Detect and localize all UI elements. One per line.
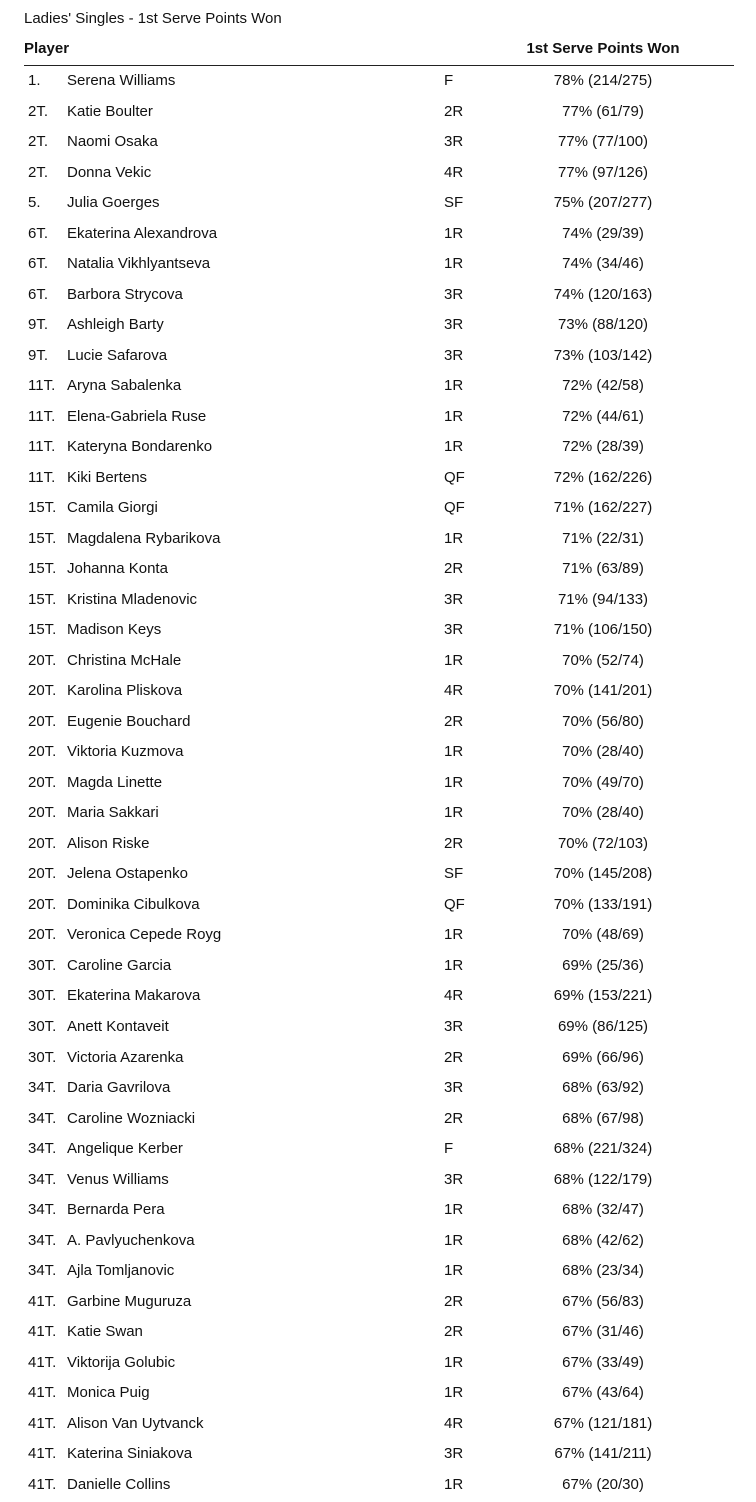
table-row (24, 861, 734, 892)
player-name-cell: Veronica Cepede Royg (67, 926, 222, 944)
first-serve-stat-cell: 68% (32/47) (562, 1201, 644, 1219)
player-name-cell: Danielle Collins (67, 1475, 171, 1493)
player-name-cell: Eugenie Bouchard (67, 712, 191, 730)
first-serve-stat-cell: 74% (34/46) (562, 255, 644, 273)
rank-cell: 9T. (28, 316, 49, 334)
player-name-cell: Donna Vekic (67, 163, 152, 181)
first-serve-stat-cell: 67% (20/30) (562, 1475, 644, 1493)
round-cell: QF (444, 468, 465, 486)
table-row (24, 648, 734, 679)
round-cell: 3R (444, 285, 464, 303)
first-serve-stat-cell: 77% (77/100) (557, 133, 649, 151)
round-cell: 1R (444, 651, 464, 669)
rank-cell: 11T. (28, 377, 56, 395)
table-row (24, 831, 734, 862)
first-serve-stat-cell: 70% (49/70) (562, 773, 644, 791)
table-row (24, 251, 734, 282)
rank-cell: 2T. (28, 133, 49, 151)
rank-cell: 20T. (28, 895, 57, 913)
first-serve-stat-cell: 77% (97/126) (557, 163, 649, 181)
round-cell: 1R (444, 529, 464, 547)
rank-cell: 41T. (28, 1353, 57, 1371)
first-serve-stat-cell: 71% (94/133) (557, 590, 649, 608)
table-row (24, 892, 734, 923)
rank-cell: 41T. (28, 1414, 57, 1432)
table-row (24, 1289, 734, 1320)
table-row (24, 709, 734, 740)
first-serve-stat-cell: 70% (56/80) (562, 712, 644, 730)
first-serve-stat-cell: 74% (29/39) (562, 224, 644, 242)
first-serve-stat-cell: 69% (66/96) (562, 1048, 644, 1066)
first-serve-stat-cell: 67% (43/64) (562, 1384, 644, 1402)
rank-cell: 15T. (28, 560, 57, 578)
table-row (24, 1014, 734, 1045)
table-row (24, 373, 734, 404)
player-name-cell: Venus Williams (67, 1170, 169, 1188)
round-cell: 1R (444, 1353, 464, 1371)
player-name-cell: Dominika Cibulkova (67, 895, 200, 913)
rank-cell: 34T. (28, 1262, 57, 1280)
player-name-cell: Naomi Osaka (67, 133, 158, 151)
first-serve-stat-cell: 70% (141/201) (553, 682, 653, 700)
table-row (24, 99, 734, 130)
player-name-cell: Barbora Strycova (67, 285, 183, 303)
rank-cell: 20T. (28, 651, 57, 669)
first-serve-stat-cell: 77% (61/79) (562, 102, 644, 120)
rank-cell: 41T. (28, 1323, 57, 1341)
first-serve-stat-cell: 67% (121/181) (553, 1414, 653, 1432)
round-cell: 3R (444, 133, 464, 151)
rank-cell: 41T. (28, 1384, 57, 1402)
player-name-cell: Madison Keys (67, 621, 162, 639)
round-cell: 3R (444, 1017, 464, 1035)
player-name-cell: Ekaterina Alexandrova (67, 224, 218, 242)
round-cell: 3R (444, 346, 464, 364)
rank-cell: 34T. (28, 1140, 57, 1158)
rank-cell: 34T. (28, 1201, 57, 1219)
first-serve-stat-cell: 70% (133/191) (553, 895, 653, 913)
first-serve-stat-cell: 71% (22/31) (562, 529, 644, 547)
table-row (24, 343, 734, 374)
player-name-cell: Kristina Mladenovic (67, 590, 198, 608)
table-row (24, 404, 734, 435)
table-row (24, 1380, 734, 1411)
table-row (24, 312, 734, 343)
round-cell: 2R (444, 1292, 464, 1310)
round-cell: 1R (444, 255, 464, 273)
rank-cell: 34T. (28, 1170, 57, 1188)
first-serve-stat-cell: 69% (25/36) (562, 956, 644, 974)
round-cell: 2R (444, 834, 464, 852)
player-name-cell: Monica Puig (67, 1384, 150, 1402)
table-row (24, 556, 734, 587)
rank-cell: 15T. (28, 529, 57, 547)
rank-cell: 20T. (28, 773, 57, 791)
table-row (24, 617, 734, 648)
rank-cell: 30T. (28, 1017, 57, 1035)
table-row (24, 800, 734, 831)
round-cell: 1R (444, 224, 464, 242)
player-name-cell: Caroline Wozniacki (67, 1109, 196, 1127)
round-cell: 3R (444, 590, 464, 608)
rank-cell: 15T. (28, 499, 57, 517)
first-serve-stat-cell: 70% (145/208) (553, 865, 653, 883)
rank-cell: 2T. (28, 163, 49, 181)
table-row (24, 1350, 734, 1381)
rank-cell: 6T. (28, 224, 49, 242)
rank-cell: 20T. (28, 743, 57, 761)
round-cell: 3R (444, 1170, 464, 1188)
player-name-cell: Serena Williams (67, 72, 176, 89)
rank-cell: 15T. (28, 621, 57, 639)
first-serve-stat-cell: 70% (28/40) (562, 743, 644, 761)
round-cell: 2R (444, 1323, 464, 1341)
rank-cell: 2T. (28, 102, 49, 120)
player-name-cell: Elena-Gabriela Ruse (67, 407, 207, 425)
round-cell: 1R (444, 1384, 464, 1402)
rank-cell: 15T. (28, 590, 57, 608)
first-serve-stat-cell: 70% (48/69) (562, 926, 644, 944)
player-name-cell: Julia Goerges (67, 194, 160, 212)
round-cell: QF (444, 499, 465, 517)
player-name-cell: Aryna Sabalenka (67, 377, 182, 395)
first-serve-stat-cell: 72% (28/39) (562, 438, 644, 456)
rank-cell: 20T. (28, 865, 57, 883)
player-name-cell: Kateryna Bondarenko (67, 438, 213, 456)
first-serve-stat-cell: 67% (33/49) (562, 1353, 644, 1371)
rank-cell: 20T. (28, 834, 57, 852)
player-name-cell: Kiki Bertens (67, 468, 148, 486)
rank-cell: 9T. (28, 346, 49, 364)
player-name-cell: Anett Kontaveit (67, 1017, 169, 1035)
player-name-cell: Ashleigh Barty (67, 316, 164, 334)
first-serve-stat-cell: 68% (23/34) (562, 1262, 644, 1280)
player-name-cell: Katie Boulter (67, 102, 153, 120)
table-row (24, 1045, 734, 1076)
first-serve-stat-cell: 71% (63/89) (562, 560, 644, 578)
round-cell: 2R (444, 560, 464, 578)
table-row (24, 678, 734, 709)
round-cell: 1R (444, 438, 464, 456)
first-serve-stat-cell: 70% (72/103) (557, 834, 649, 852)
rank-cell: 30T. (28, 987, 57, 1005)
table-row (24, 983, 734, 1014)
table-row (24, 1411, 734, 1442)
table-row (24, 282, 734, 313)
round-cell: 1R (444, 956, 464, 974)
round-cell: 4R (444, 987, 464, 1005)
player-name-cell: Alison Van Uytvanck (67, 1414, 204, 1432)
first-serve-stat-cell: 78% (214/275) (553, 72, 653, 89)
first-serve-stat-cell: 72% (44/61) (562, 407, 644, 425)
column-header-player: Player (24, 40, 70, 57)
player-name-cell: Bernarda Pera (67, 1201, 165, 1219)
column-header-first-serve-points-won: 1st Serve Points Won (526, 40, 680, 57)
first-serve-stat-cell: 70% (52/74) (562, 651, 644, 669)
table-row (24, 1441, 734, 1472)
player-table (24, 68, 734, 1502)
round-cell: 1R (444, 926, 464, 944)
player-name-cell: Jelena Ostapenko (67, 865, 188, 883)
table-row (24, 68, 734, 99)
first-serve-stat-cell: 74% (120/163) (553, 285, 653, 303)
player-name-cell: Ajla Tomljanovic (67, 1262, 175, 1280)
rank-cell: 11T. (28, 407, 56, 425)
round-cell: 4R (444, 682, 464, 700)
table-row (24, 434, 734, 465)
player-name-cell: Katerina Siniakova (67, 1445, 193, 1463)
round-cell: 2R (444, 1109, 464, 1127)
first-serve-stat-cell: 68% (42/62) (562, 1231, 644, 1249)
rank-cell: 5. (28, 194, 41, 212)
first-serve-stat-cell: 67% (31/46) (562, 1323, 644, 1341)
rank-cell: 20T. (28, 682, 57, 700)
rank-cell: 6T. (28, 285, 49, 303)
round-cell: SF (444, 865, 464, 883)
rank-cell: 1. (28, 72, 41, 89)
first-serve-stat-cell: 70% (28/40) (562, 804, 644, 822)
round-cell: 1R (444, 377, 464, 395)
round-cell: 1R (444, 1231, 464, 1249)
rank-cell: 11T. (28, 438, 56, 456)
round-cell: 1R (444, 1475, 464, 1493)
round-cell: 2R (444, 712, 464, 730)
table-row (24, 190, 734, 221)
table-row (24, 221, 734, 252)
player-name-cell: Natalia Vikhlyantseva (67, 255, 211, 273)
round-cell: 1R (444, 1201, 464, 1219)
player-name-cell: Lucie Safarova (67, 346, 168, 364)
table-row (24, 1319, 734, 1350)
rank-cell: 34T. (28, 1079, 57, 1097)
first-serve-stat-cell: 68% (63/92) (562, 1079, 644, 1097)
player-name-cell: Katie Swan (67, 1323, 143, 1341)
rank-cell: 20T. (28, 926, 57, 944)
page-title: Ladies' Singles - 1st Serve Points Won (24, 10, 282, 27)
table-row (24, 770, 734, 801)
rank-cell: 20T. (28, 712, 57, 730)
first-serve-stat-cell: 72% (162/226) (553, 468, 653, 486)
table-row (24, 922, 734, 953)
player-name-cell: Viktoria Kuzmova (67, 743, 184, 761)
round-cell: 3R (444, 1445, 464, 1463)
first-serve-stat-cell: 75% (207/277) (553, 194, 653, 212)
table-row (24, 1472, 734, 1502)
first-serve-stat-cell: 73% (88/120) (557, 316, 649, 334)
rank-cell: 34T. (28, 1231, 57, 1249)
table-row (24, 953, 734, 984)
player-name-cell: Camila Giorgi (67, 499, 158, 517)
table-row (24, 1075, 734, 1106)
table-row (24, 160, 734, 191)
table-header (24, 39, 734, 66)
player-name-cell: Johanna Konta (67, 560, 168, 578)
round-cell: 3R (444, 316, 464, 334)
round-cell: F (444, 1140, 454, 1158)
rank-cell: 34T. (28, 1109, 57, 1127)
first-serve-stat-cell: 68% (221/324) (553, 1140, 653, 1158)
table-row (24, 129, 734, 160)
round-cell: 2R (444, 1048, 464, 1066)
player-name-cell: Victoria Azarenka (67, 1048, 184, 1066)
table-row (24, 739, 734, 770)
table-row (24, 1136, 734, 1167)
player-name-cell: A. Pavlyuchenkova (67, 1231, 195, 1249)
player-name-cell: Alison Riske (67, 834, 150, 852)
player-name-cell: Christina McHale (67, 651, 182, 669)
player-name-cell: Garbine Muguruza (67, 1292, 192, 1310)
player-name-cell: Angelique Kerber (67, 1140, 183, 1158)
first-serve-stat-cell: 68% (67/98) (562, 1109, 644, 1127)
first-serve-stat-cell: 67% (141/211) (554, 1445, 652, 1463)
round-cell: 1R (444, 743, 464, 761)
rank-cell: 41T. (28, 1445, 57, 1463)
rank-cell: 41T. (28, 1292, 57, 1310)
rank-cell: 20T. (28, 804, 57, 822)
player-name-cell: Ekaterina Makarova (67, 987, 201, 1005)
rank-cell: 41T. (28, 1475, 57, 1493)
round-cell: 3R (444, 1079, 464, 1097)
player-name-cell: Magdalena Rybarikova (67, 529, 221, 547)
first-serve-stat-cell: 71% (106/150) (553, 621, 653, 639)
player-name-cell: Karolina Pliskova (67, 682, 183, 700)
round-cell: 2R (444, 102, 464, 120)
round-cell: 3R (444, 621, 464, 639)
rank-cell: 6T. (28, 255, 49, 273)
round-cell: F (444, 72, 454, 89)
round-cell: 4R (444, 1414, 464, 1432)
table-row (24, 526, 734, 557)
round-cell: 1R (444, 407, 464, 425)
first-serve-stat-cell: 69% (86/125) (557, 1017, 649, 1035)
first-serve-stat-cell: 69% (153/221) (553, 987, 653, 1005)
rank-cell: 11T. (28, 468, 56, 486)
player-name-cell: Caroline Garcia (67, 956, 172, 974)
first-serve-stat-cell: 72% (42/58) (562, 377, 644, 395)
player-name-cell: Viktorija Golubic (67, 1353, 176, 1371)
first-serve-stat-cell: 68% (122/179) (553, 1170, 653, 1188)
table-row (24, 465, 734, 496)
table-row (24, 1167, 734, 1198)
table-row (24, 1197, 734, 1228)
rank-cell: 30T. (28, 1048, 57, 1066)
round-cell: 1R (444, 773, 464, 791)
table-row (24, 587, 734, 618)
table-row (24, 1258, 734, 1289)
table-row (24, 1106, 734, 1137)
player-name-cell: Daria Gavrilova (67, 1079, 171, 1097)
round-cell: QF (444, 895, 465, 913)
round-cell: SF (444, 194, 464, 212)
first-serve-stat-cell: 67% (56/83) (562, 1292, 644, 1310)
rank-cell: 30T. (28, 956, 57, 974)
player-name-cell: Maria Sakkari (67, 804, 159, 822)
player-name-cell: Magda Linette (67, 773, 163, 791)
round-cell: 1R (444, 804, 464, 822)
round-cell: 1R (444, 1262, 464, 1280)
table-row (24, 495, 734, 526)
first-serve-stat-cell: 71% (162/227) (553, 499, 653, 517)
first-serve-stat-cell: 73% (103/142) (553, 346, 653, 364)
round-cell: 4R (444, 163, 464, 181)
table-row (24, 1228, 734, 1259)
